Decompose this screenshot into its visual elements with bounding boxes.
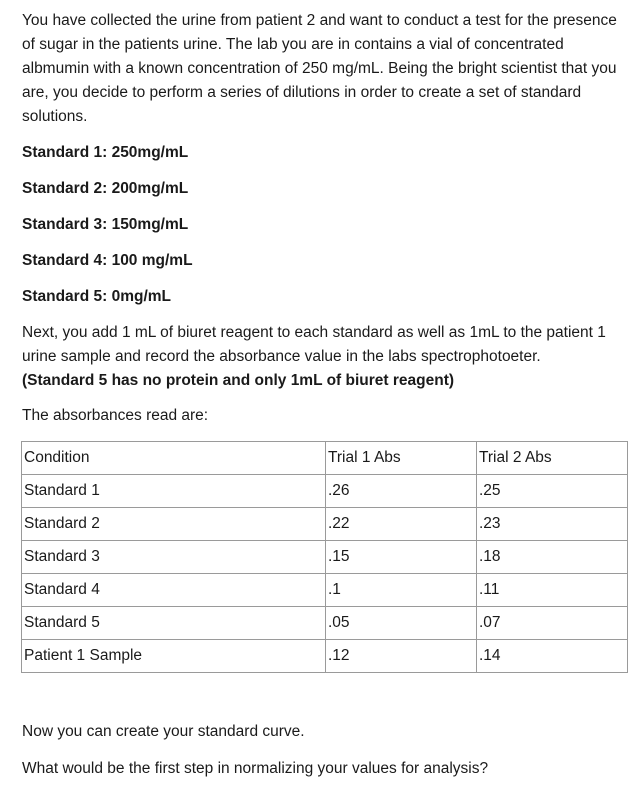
header-condition: Condition xyxy=(22,442,326,475)
table-row xyxy=(22,640,628,673)
standard-4-label: Standard 4: 100 mg/mL xyxy=(22,252,193,269)
trial-2-cell: .25 xyxy=(477,475,628,508)
standard-1-label: Standard 1: 250mg/mL xyxy=(22,144,189,161)
procedure-paragraph xyxy=(22,321,627,393)
condition-cell: Standard 3 xyxy=(22,541,326,574)
condition-cell: Standard 1 xyxy=(22,475,326,508)
table-header-row xyxy=(22,442,628,475)
trial-1-cell: .05 xyxy=(326,607,477,640)
table-row xyxy=(22,541,628,574)
intro-paragraph: You have collected the urine from patient 2 and want to conduct a test for the presence of sugar in the patients urine. The lab you are in contains a vial of concentrated albmumin with a known concentration of 250 mg/mL. Being the bright scientist that you are, you decide to perform a series of dilutions in order to create a set of standard solutions. xyxy=(22,12,617,125)
procedure-note: (Standard 5 has no protein and only 1mL of biuret reagent) xyxy=(22,372,455,389)
table-row xyxy=(22,508,628,541)
procedure-text: Next, you add 1 mL of biuret reagent to each standard as well as 1mL to the patient 1 urine sample and record the absorbance value in the labs spectrophotoeter. xyxy=(22,324,606,365)
question-text: What would be the first step in normalizing your values for analysis? xyxy=(22,760,489,777)
table-row xyxy=(22,475,628,508)
standard-5-label: Standard 5: 0mg/mL xyxy=(22,288,171,305)
trial-2-cell: .18 xyxy=(477,541,628,574)
trial-2-cell: .23 xyxy=(477,508,628,541)
condition-cell: Standard 5 xyxy=(22,607,326,640)
closing-line: Now you can create your standard curve. xyxy=(22,723,305,740)
condition-cell: Patient 1 Sample xyxy=(22,640,326,673)
standard-2-label: Standard 2: 200mg/mL xyxy=(22,180,189,197)
condition-cell: Standard 4 xyxy=(22,574,326,607)
trial-1-cell: .22 xyxy=(326,508,477,541)
condition-cell: Standard 2 xyxy=(22,508,326,541)
header-trial-2: Trial 2 Abs xyxy=(477,442,628,475)
table-row xyxy=(22,574,628,607)
header-trial-1: Trial 1 Abs xyxy=(326,442,477,475)
trial-2-cell: .14 xyxy=(477,640,628,673)
trial-1-cell: .26 xyxy=(326,475,477,508)
trial-1-cell: .1 xyxy=(326,574,477,607)
trial-2-cell: .11 xyxy=(477,574,628,607)
table-row xyxy=(22,607,628,640)
trial-2-cell: .07 xyxy=(477,607,628,640)
absorbance-label: The absorbances read are: xyxy=(22,407,209,424)
standard-3-label: Standard 3: 150mg/mL xyxy=(22,216,189,233)
absorbance-table xyxy=(21,441,628,673)
trial-1-cell: .12 xyxy=(326,640,477,673)
trial-1-cell: .15 xyxy=(326,541,477,574)
